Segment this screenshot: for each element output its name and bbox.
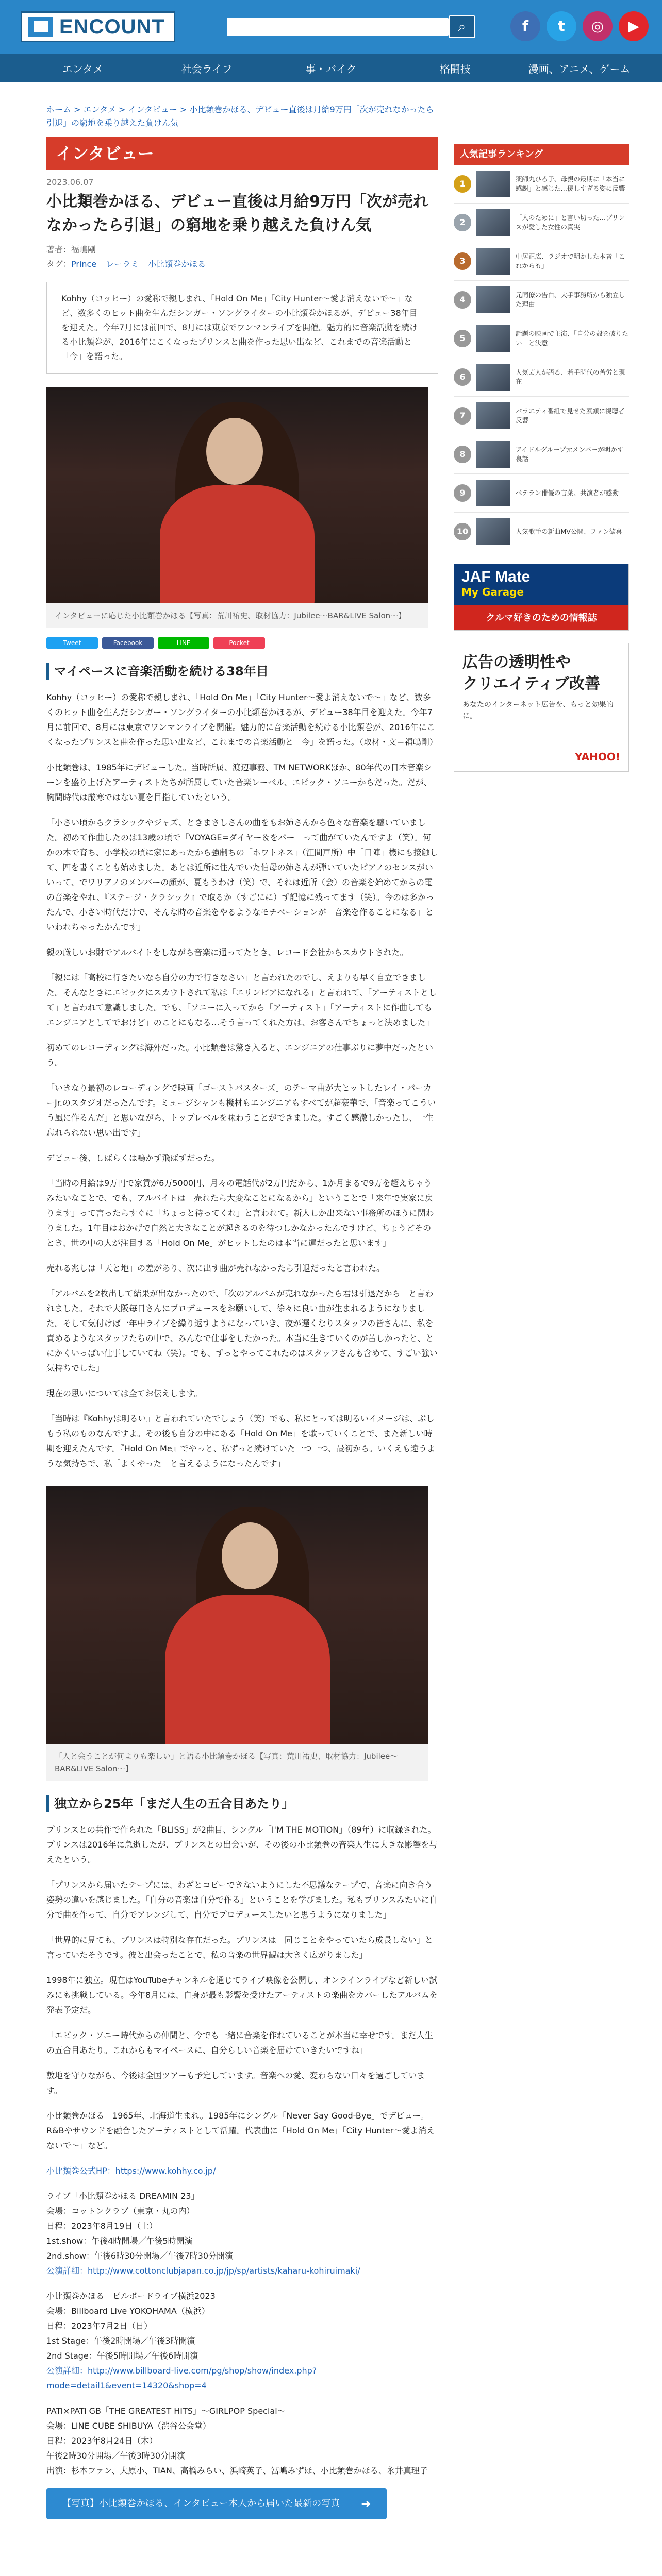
rank-title: 話題の映画で主演、「自分の殻を破りたい」と決意: [516, 330, 628, 347]
rank-thumbnail: [476, 209, 510, 236]
info-line: 小比類巻かほる ビルボードライブ横浜2023: [46, 2291, 216, 2301]
photo-caption: インタビューに応じた小比類巻かほる【写真：荒川祐史、取材協力：Jubilee〜BAR&LIVE Salon〜】: [46, 603, 428, 628]
rank-thumbnail: [476, 325, 510, 352]
paragraph: 「アルバムを2枚出して結果が出なかったので、「次のアルバムが売れなかったら君は引退だから」と言われました。それで大阪毎日さんにプロデュースをお願いして、徐々に良い曲が生まれるようになりました。そして気付けば一年中ライブを繰り返すようになっていき、夜が遅くなりスタッフの皆さんに、私を責めるようなスタッフたちの中で、みんなで仕事をしたかった。本当に生きていくのが苦しかったと、とにかくいっぱい仕事していてね（笑）。でも、ずっとやってこれたのはスタッフさんも含めて、すごい強い気持ちでした」: [46, 1289, 438, 1373]
official-site-link[interactable]: [46, 2163, 438, 2178]
instagram-icon[interactable]: ◎: [583, 11, 613, 41]
info-line: 1st.show：午後4時開場／午後5時開演: [46, 2236, 193, 2246]
paragraph: Kohhy（コッヒー）の愛称で親しまれ、「Hold On Me」「City Hunter〜愛よ消えないで〜」など、数多くのヒット曲を生んだシンガー・ソングライターの小比類巻かほるが、デビュー38年目を迎えた。今年7月に前回で、8月には東京でワンマンライブを開催。魅力的に音楽活動を続ける小比類巻が、2016年にこくなったプリンスと曲を作った思い出など、これまでの音楽活動と「今」を語った。（取材・文＝福嶋剛）: [46, 692, 438, 747]
ad-banner-jafmate[interactable]: [454, 564, 629, 631]
main-nav: [0, 54, 662, 82]
live-info-3: [46, 2403, 438, 2478]
nav-car[interactable]: 事・バイク: [305, 62, 357, 75]
ad-tagline: クルマ好きのための情報誌: [454, 605, 628, 631]
facebook-icon[interactable]: f: [510, 11, 540, 41]
profile: 小比類巻かほる 1965年、北海道生まれ。1985年にシングル「Never Say Good-Bye」でデビュー。R&Bやサウンドを融合したアーティストとして活躍。代表曲に「Hold On Me」「City Hunter〜愛よ消えないで〜」など。: [46, 2111, 435, 2150]
ranking-heading: 人気記事ランキング: [454, 144, 629, 165]
rank-number: 1: [454, 175, 471, 193]
lead-box: Kohhy（コッヒー）の愛称で親しまれ、「Hold On Me」「City Hunter〜愛よ消えないで〜」など、数多くのヒット曲を生んだシンガー・ソングライターの小比類巻かほるが、デビュー38年目を迎えた。今年7月には前回で、8月には東京でワンマンライブを開催。魅力的に音楽活動を続ける小比類巻が、2016年にこくなったプリンスと曲を作った思い出など、これまでの音楽活動と「今」を語った。: [46, 282, 438, 374]
rank-thumbnail: [476, 480, 510, 506]
site-header: [0, 0, 662, 54]
ranking-item[interactable]: [454, 474, 629, 513]
rank-title: バラエティ番組で見せた素顔に視聴者反響: [516, 407, 625, 424]
paragraph: 「親には「高校に行きたいなら自分の力で行きなさい」と言われたのでし、えよりも早く自立できました。そんなときにエピックにスカウトされて私は「エリンピアになれる」と言われて、「アーティストとして」と言われて意識しました。でも、「ソニーに入ってから「アーティスト」「アーティストに作曲してもエンジニアとしてでおけど」のことにもなる…そう言ってくれた方は、お客さんでちょっと決めました」: [46, 973, 437, 1027]
breadcrumb[interactable]: ホーム > エンタメ > インタビュー > 小比類巻かほる、デビュー直後は月給9万円「次が売れなかったら引退」の窮地を乗り越えた負けん気: [46, 105, 434, 128]
link[interactable]: 小比類巻公式HP：https://www.kohhy.co.jp/: [46, 2166, 216, 2176]
ad-title: 広告の透明性や クリエイティブ改善: [462, 653, 600, 693]
paragraph: プリンスとの共作で作られた「BLISS」が2曲目、シングル「I'M THE MOTION」（89年）に収録された。プリンスは2016年に急逝したが、プリンスとの出会いが、その後の小比類巻の音楽人生に大きな影響を与えたという。: [46, 1825, 438, 1865]
rank-title: 中居正広、ラジオで明かした本音「これからも」: [516, 252, 625, 269]
search-icon: ⌕: [458, 19, 466, 35]
youtube-icon[interactable]: ▶: [619, 11, 649, 41]
paragraph: 「エピック・ソニー時代からの仲間と、今でも一緒に音楽を作れていることが本当に幸せです。まだ人生の五合目あたり。これからもマイペースに、自分らしい音楽を届けていきたいですね」: [46, 2030, 433, 2055]
ranking-item[interactable]: [454, 281, 629, 319]
paragraph: 「世界的に見ても、プリンスは特別な存在だった。プリンスは「同じことをやっていたら成長しない」と言っていたそうです。彼と出会ったことで、私の音楽の世界観は大きく広がりました」: [46, 1935, 433, 1960]
rank-number: 2: [454, 214, 471, 231]
paragraph: 初めてのレコーディングは海外だった。小比類巻は驚き入ると、エンジニアの仕事ぶりに夢中だったという。: [46, 1043, 434, 1067]
rank-thumbnail: [476, 441, 510, 468]
rank-number: 8: [454, 446, 471, 463]
rank-thumbnail: [476, 286, 510, 313]
nav-society[interactable]: 社会ライフ: [181, 62, 233, 75]
paragraph: デビュー後、しばらくは鳴かず飛ばずだった。: [46, 1153, 220, 1163]
rank-number: 7: [454, 407, 471, 425]
rank-number: 3: [454, 252, 471, 270]
rank-number: 9: [454, 484, 471, 502]
rank-title: 元同僚の告白、大手事務所から独立した理由: [516, 291, 625, 308]
paragraph: 「プリンスから届いたテープには、わざとコピーできないようにした不思議なテープで、音楽に向き合う姿勢の違いを感じました。「自分の音楽は自分で作る」ということを学びました。私もプリンスみたいに自分で曲を作って、自分でアレンジして、自分でプロデュースしたいと思うようになりました」: [46, 1880, 438, 1920]
info-line: 1st Stage：午後2時開場／午後3時開演: [46, 2336, 195, 2346]
info-line: 2nd.show：午後6時30分開場／午後7時30分開演: [46, 2251, 233, 2261]
twitter-icon[interactable]: t: [547, 11, 576, 41]
ad-text: あなたのインターネット広告を、もっと効果的に。: [462, 701, 614, 720]
ranking-item[interactable]: [454, 397, 629, 435]
rank-title: 「人のために」と言い切った…プリンスが愛した女性の真実: [516, 214, 625, 231]
rank-thumbnail: [476, 364, 510, 391]
article-meta: [46, 243, 438, 272]
paragraph: 「当時は『Kohhyは明るい』と言われていたでしょう（笑）でも、私にとっては明るいイメージは、ぶしもう私のものなんですよ。その後も自分の中にある「Hold On Me」を歌っていくことで、また新しい時期を迎えたんです。『Hold On Me』でやっと、私ずっと続けていた一つ一つ、最初から。いくえも違うような気持ちで、私「よくやった」と言えるようになったんです」: [46, 1414, 436, 1468]
paragraph: 「当時の月給は9万円で家賃が6万5000円、月々の電話代が2万円だから、1か月まるで9万を超えちゃうみたいなことで、でも、アルバイトは「売れたら大変なことになるから」ということで「来年で実家に戻ります」って言ったらすぐに「ちょっと待ってくれ」と言われて。新人しか出来ない事務所のほうに関わりました。1年目はおかげで自然と大きなことが起きるのを待つしかなかったんですけど、ちょうどそのとき、世の中の人が注目する「Hold On Me」がヒットしたのは本当に運だったと思います」: [46, 1178, 434, 1248]
rank-thumbnail: [476, 518, 510, 545]
line-share-button[interactable]: LINE: [158, 637, 209, 649]
rank-number: 5: [454, 330, 471, 347]
rank-title: 人気歌手の新曲MV公開、ファン歓喜: [516, 528, 622, 535]
info-line: 会場：LINE CUBE SHIBUYA（渋谷公会堂）: [46, 2421, 211, 2431]
tweet-button[interactable]: Tweet: [46, 637, 98, 649]
ad-subtitle: My Garage: [461, 586, 524, 598]
nav-entame[interactable]: エンタメ: [62, 62, 103, 75]
article-photo-1: [46, 387, 428, 603]
category-banner: インタビュー: [46, 137, 438, 170]
search-button[interactable]: [449, 15, 475, 38]
ranking-item[interactable]: [454, 358, 629, 397]
share-buttons: [46, 637, 438, 649]
info-line: 午後2時30分開場／午後3時30分開演: [46, 2451, 186, 2461]
tag-link[interactable]: Prince: [71, 259, 97, 269]
rank-number: 6: [454, 368, 471, 386]
ad-title: JAF Mate: [461, 568, 531, 585]
logo-mark-icon: [28, 17, 53, 37]
paragraph: 1998年に独立。現在はYouTubeチャンネルを通じてライブ映像を公開し、オンラインライブなど新しい試みにも挑戦している。今年8月には、自身が最も影響を受けたアーティストの楽曲をカバーしたアルバムを発表予定だ。: [46, 1975, 438, 2015]
site-logo[interactable]: [21, 11, 175, 42]
live-info-1: [46, 2189, 438, 2278]
live-info-2: [46, 2289, 438, 2393]
rank-title: 人気芸人が語る、若手時代の苦労と現在: [516, 368, 625, 385]
author: 著者：福嶋剛: [46, 245, 96, 255]
tags-label: タグ：: [46, 259, 72, 269]
info-line: ライブ「小比類巻かほる DREAMIN 23」: [46, 2191, 200, 2201]
pocket-share-button[interactable]: Pocket: [213, 637, 265, 649]
ad-banner-yahoo[interactable]: [454, 643, 629, 772]
ranking-item[interactable]: [454, 435, 629, 474]
ranking-list: [454, 165, 629, 551]
link[interactable]: 公演詳細：http://www.billboard-live.com/pg/shop/show/index.php?mode=detail1&event=14320&shop=4: [46, 2366, 317, 2391]
ranking-item[interactable]: [454, 513, 629, 551]
article-photo-2: [46, 1486, 428, 1744]
rank-number: 4: [454, 291, 471, 309]
article-title: 小比類巻かほる、デビュー直後は月給9万円「次が売れなかったら引退」の窮地を乗り越えた負けん気: [46, 193, 428, 234]
paragraph: 「小さい頃からクラシックやジャズ、ときまさしさんの曲をもお姉さんから色々な音楽を聴いていました。初めて作曲したのは13歳の頃で「VOYAGE=ダイヤー＆をパー」って曲がていたんですよ（笑）。何かの本で育ち、小学校の頃に家にあったから強制ちの「ホワトネス」（江間戸所）中「日陣」機にも接触して、四を書くことも始めました。あとは近所に住んでいた伯母の姉さんが弾いていたピアノのセンスがいいって、でワリアノのメンバーの顔が、夏もうわけ（笑）で、それは近所（会）の音楽を始めてからの電の音楽をやれ、『ステージ・クラシック』で取るか（すごにに）ず記憶に残ってます（笑）。今のは多かったんで、小さい時代だけで、そんな時の音楽をやるようなモチベーションが「音楽を作ることになる」といわれちゃったかんです」: [46, 818, 438, 932]
search-input[interactable]: [227, 18, 449, 36]
info-line: 2nd Stage：午後5時開場／午後6時開演: [46, 2351, 198, 2361]
info-line: 出演：杉本ファン、大原小、TIAN、高橋みらい、浜崎英子、冨嶋みずほ、小比類巻かほる、永井真理子: [46, 2466, 428, 2476]
info-line: PATi×PATi GB「THE GREATEST HITS」〜GIRLPOP Special〜: [46, 2406, 286, 2416]
rank-thumbnail: [476, 248, 510, 275]
facebook-share-button[interactable]: Facebook: [102, 637, 154, 649]
ranking-item[interactable]: [454, 165, 629, 204]
ranking-item[interactable]: [454, 319, 629, 358]
section-heading: マイペースに音楽活動を続ける38年目: [46, 663, 438, 680]
paragraph: 売れる兆しは「天と地」の差があり、次に出す曲が売れなかったら引退だったと言われた。: [46, 1263, 385, 1273]
paragraph: 敷地を守りながら、今後は全国ツアーも予定しています。音楽への愛、変わらない日々を過ごしています。: [46, 2071, 425, 2095]
paragraph: 現在の思いについては全てお伝えします。: [46, 1388, 203, 1398]
rank-number: 10: [454, 523, 471, 540]
tag-link[interactable]: レーラミ: [106, 259, 139, 269]
info-line: 会場：コットンクラブ（東京・丸の内）: [46, 2206, 195, 2216]
link[interactable]: 公演詳細：http://www.cottonclubjapan.co.jp/jp/sp/artists/kaharu-kohiruimaki/: [46, 2266, 360, 2276]
rank-title: アイドルグループ元メンバーが明かす裏話: [516, 446, 624, 463]
section-heading: 独立から25年「まだ人生の五合目あたり」: [46, 1795, 438, 1812]
ranking-item[interactable]: [454, 242, 629, 281]
rank-title: ベテラン俳優の言葉、共演者が感動: [516, 489, 619, 497]
info-line: 会場：Billboard Live YOKOHAMA（横浜）: [46, 2306, 210, 2316]
yahoo-logo: YAHOO!: [575, 751, 620, 763]
paragraph: 「いきなり最初のレコーディングで映画「ゴーストバスターズ」のテーマ曲が大ヒットしたレイ・パーカーJr.のスタジオだったんです。ミュージシャンも機材もエンジニアもすべてが超豪華で、「音楽ってこういう風に作るんだ」と思いながら、トップレベルを味わうことができました。すごく感激しかったし、一生忘れられない思い出です」: [46, 1083, 436, 1138]
related-photo-button[interactable]: 【写真】小比類巻かほる、インタビュー本人から届いた最新の写真 ➜: [46, 2488, 387, 2519]
rank-title: 薬師丸ひろ子、母親の最期に「本当に感謝」と感じた…優しすぎる姿に反響: [516, 175, 625, 192]
article: [46, 103, 438, 2519]
nav-manga[interactable]: 漫画、アニメ、ゲーム: [528, 62, 631, 75]
info-line: 日程：2023年8月24日（木）: [46, 2436, 158, 2446]
tag-link[interactable]: 小比類巻かほる: [148, 259, 206, 269]
info-line: 日程：2023年8月19日（土）: [46, 2221, 158, 2231]
ranking-item[interactable]: [454, 204, 629, 242]
rank-thumbnail: [476, 171, 510, 197]
nav-fight[interactable]: 格闘技: [439, 62, 471, 75]
sidebar: [454, 144, 629, 772]
info-line: 日程：2023年7月2日（日）: [46, 2321, 153, 2331]
article-date: 2023.06.07: [46, 177, 94, 187]
logo-text: ENCOUNT: [59, 15, 165, 38]
paragraph: 小比類巻は、1985年にデビューした。当時所属、渡辺事務、TM NETWORKほか、80年代の日本音楽シーンを盛り上げたアーティストたちが所属していた音楽レーベル、エピック・ソニーからだった。だが、胸間時代は厳寒ではない夏を目指していたという。: [46, 762, 432, 802]
rank-thumbnail: [476, 402, 510, 429]
photo-caption: 「人と会うことが何よりも楽しい」と語る小比類巻かほる【写真：荒川祐史、取材協力：Jubilee〜BAR&LIVE Salon〜】: [46, 1744, 428, 1781]
paragraph: 親の厳しいお財でアルバイトをしながら音楽に通ってたとき、レコード会社からスカウトされた。: [46, 947, 408, 957]
